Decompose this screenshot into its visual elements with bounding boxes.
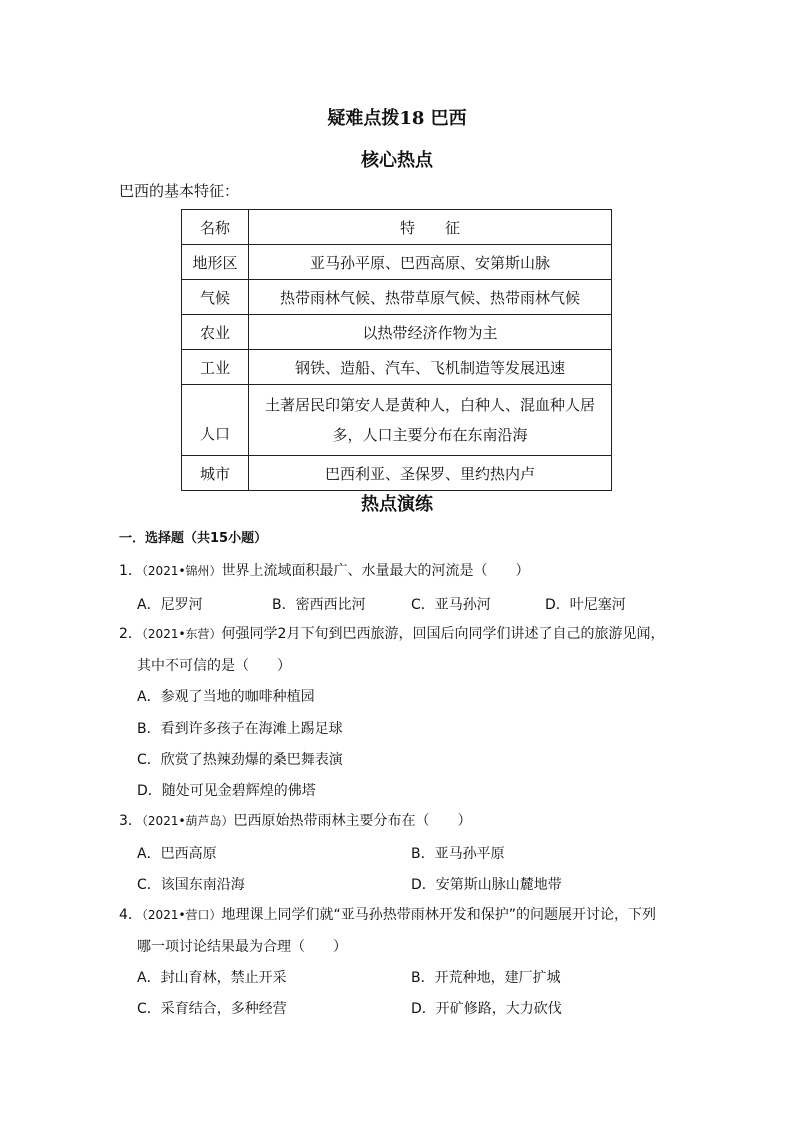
table-row: [182, 350, 612, 385]
option-d: D．开矿修路，大力砍伐: [411, 1001, 562, 1017]
option-c: C．亚马孙河: [411, 597, 491, 613]
row-feature: 亚马孙平原、巴西高原、安第斯山脉: [249, 245, 612, 280]
section-heading-practice: 热点演练: [361, 494, 433, 515]
question-4: [119, 905, 656, 925]
row-feature-line: 多，人口主要分布在东南沿海: [332, 426, 528, 444]
option-a: A．巴西高原: [137, 846, 217, 862]
row-name: 城市: [182, 456, 249, 491]
header-name: 名称: [182, 210, 249, 245]
header-feature: 特 征: [249, 210, 612, 245]
row-feature: 巴西利亚、圣保罗、里约热内卢: [249, 456, 612, 491]
option-b: B．亚马孙平原: [411, 846, 505, 862]
option-b: B．密西西比河: [272, 597, 366, 613]
question-1: [119, 561, 530, 581]
question-source: （2021•营口）: [141, 908, 222, 922]
option-c: C．该国东南沿海: [137, 877, 245, 893]
question-source: （2021•锦州）: [141, 564, 222, 578]
row-feature: 钢铁、造船、汽车、飞机制造等发展迅速: [249, 350, 612, 385]
option-c: C．欣赏了热辣劲爆的桑巴舞表演: [137, 752, 343, 768]
table-intro: 巴西的基本特征：: [119, 182, 240, 200]
question-stem-continued: 哪一项讨论结果最为合理（ ）: [137, 939, 347, 955]
question-number: 2．: [119, 626, 142, 642]
question-number: 4．: [119, 907, 142, 923]
row-name: 地形区: [182, 245, 249, 280]
question-stem: 世界上流域面积最广、水量最大的河流是（ ）: [221, 563, 530, 579]
row-feature: [249, 385, 612, 456]
option-b: B．开荒种地，建厂扩城: [411, 970, 561, 986]
document-title: 疑难点拨18 巴西: [327, 108, 467, 129]
row-name: 工业: [182, 350, 249, 385]
table-row: [182, 315, 612, 350]
question-source: （2021•东营）: [141, 627, 222, 641]
row-name: 气候: [182, 280, 249, 315]
question-3: [119, 811, 472, 831]
part-label: 一．选择题（共15小题）: [119, 531, 268, 546]
row-feature-line: 土著居民印第安人是黄种人，白种人、混血种人居: [264, 396, 595, 414]
question-source: （2021•葫芦岛）: [141, 814, 234, 828]
option-d: D．安第斯山脉山麓地带: [411, 877, 562, 893]
question-stem: 地理课上同学们就“亚马孙热带雨林开发和保护”的问题展开讨论，下列: [221, 907, 657, 923]
row-name: 人口: [182, 385, 249, 456]
option-a: A．尼罗河: [137, 597, 203, 613]
question-2: [119, 624, 664, 644]
table-header-row: [182, 210, 612, 245]
table-row: [182, 385, 612, 456]
question-number: 3．: [119, 813, 142, 829]
option-b: B．看到许多孩子在海滩上踢足球: [137, 721, 343, 737]
option-a: A．封山育林，禁止开采: [137, 970, 287, 986]
table-row: [182, 280, 612, 315]
row-feature: 热带雨林气候、热带草原气候、热带雨林气候: [249, 280, 612, 315]
question-stem: 巴西原始热带雨林主要分布在（ ）: [233, 813, 472, 829]
row-name: 农业: [182, 315, 249, 350]
option-d: D．叶尼塞河: [545, 597, 626, 613]
table-row: [182, 456, 612, 491]
option-c: C．采育结合，多种经营: [137, 1001, 287, 1017]
section-heading-core: 核心热点: [361, 150, 433, 171]
question-stem-continued: 其中不可信的是（ ）: [137, 658, 291, 674]
row-feature: 以热带经济作物为主: [249, 315, 612, 350]
question-number: 1．: [119, 563, 142, 579]
option-a: A．参观了当地的咖啡种植园: [137, 689, 315, 705]
question-stem: 何强同学2月下旬到巴西旅游，回国后向同学们讲述了自己的旅游见闻，: [221, 626, 665, 642]
option-d: D．随处可见金碧辉煌的佛塔: [137, 783, 316, 799]
table-row: [182, 245, 612, 280]
features-table: [181, 209, 612, 491]
